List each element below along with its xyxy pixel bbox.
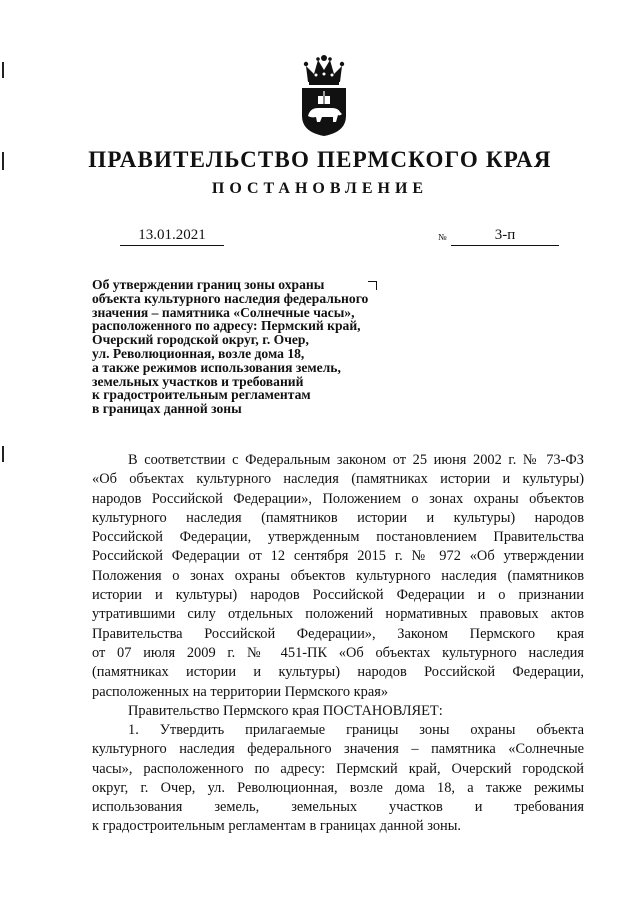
document-number: 3-п bbox=[451, 226, 559, 246]
text-line: культурного наследия федерального значения – памятника «Солнечные bbox=[92, 741, 584, 758]
scan-edge-mark bbox=[2, 446, 4, 462]
text-line: Российской Федерации от 12 сентября 2015 г. № 972 «Об утверждении bbox=[92, 548, 584, 565]
clause-1-paragraph bbox=[92, 721, 584, 837]
text-line: округ, г. Очер, ул. Революционная, возле дома 18, а также режимы bbox=[92, 779, 584, 796]
text-line: Российской Федерации, утвержденным постановлением Правительства bbox=[92, 529, 584, 546]
scan-edge-mark bbox=[2, 62, 4, 78]
text-line: (памятниках истории и культуры) народов Российской Федерации, bbox=[92, 664, 584, 681]
text-line: к градостроительным регламентам в границах данной зоны. bbox=[92, 818, 461, 835]
text-line: Правительство Пермского края ПОСТАНОВЛЯЕТ: bbox=[128, 703, 443, 719]
text-line: утратившими силу отдельных положений нормативных правовых актов bbox=[92, 606, 584, 623]
text-line: В соответствии с Федеральным законом от 25 июня 2002 г. № 73-ФЗ bbox=[128, 452, 584, 468]
preamble-paragraph bbox=[92, 451, 584, 702]
text-line: истории и культуры) народов Российской Федерации и о признании bbox=[92, 587, 584, 604]
document-subject: Об утверждении границ зоны охраны объекта культурного наследия федерального значения – памятника «Солнечные часы», расположенного по адресу: Пермский край, Очерский городской округ, г. Очер, ул. Революционная, возле дома 18, а также режимов использования земель, земельных участков и требований к градостроительным регламентам в границах данной зоны bbox=[92, 277, 369, 417]
text-line: народов Российской Федерации», Положением о зонах охраны объектов bbox=[92, 490, 584, 507]
coat-of-arms-emblem bbox=[298, 52, 350, 138]
resolution-paragraph bbox=[92, 702, 584, 721]
number-label: № bbox=[438, 232, 447, 242]
government-title: ПРАВИТЕЛЬСТВО ПЕРМСКОГО КРАЯ bbox=[88, 147, 552, 172]
text-line: «Об объектах культурного наследия (памятниках истории и культуры) bbox=[92, 471, 584, 488]
text-line: расположенных на территории Пермского края» bbox=[92, 683, 389, 700]
text-line: Правительства Российской Федерации», Законом Пермского края bbox=[92, 625, 584, 642]
text-line: культурного наследия (памятников истории и культуры) народов bbox=[92, 509, 584, 526]
text-line: Положения о зонах охраны объектов культурного наследия (памятников bbox=[92, 567, 584, 584]
text-line: от 07 июля 2009 г. № 451-ПК «Об объектах культурного наследия bbox=[92, 644, 584, 661]
text-line: использования земель, земельных участков и требования bbox=[92, 799, 584, 816]
document-type-title: ПОСТАНОВЛЕНИЕ bbox=[211, 180, 429, 197]
text-line: 1. Утвердить прилагаемые границы зоны охраны объекта bbox=[128, 722, 584, 738]
text-line: часы», расположенного по адресу: Пермский край, Очерский городской bbox=[92, 760, 584, 777]
document-date: 13.01.2021 bbox=[120, 226, 224, 246]
